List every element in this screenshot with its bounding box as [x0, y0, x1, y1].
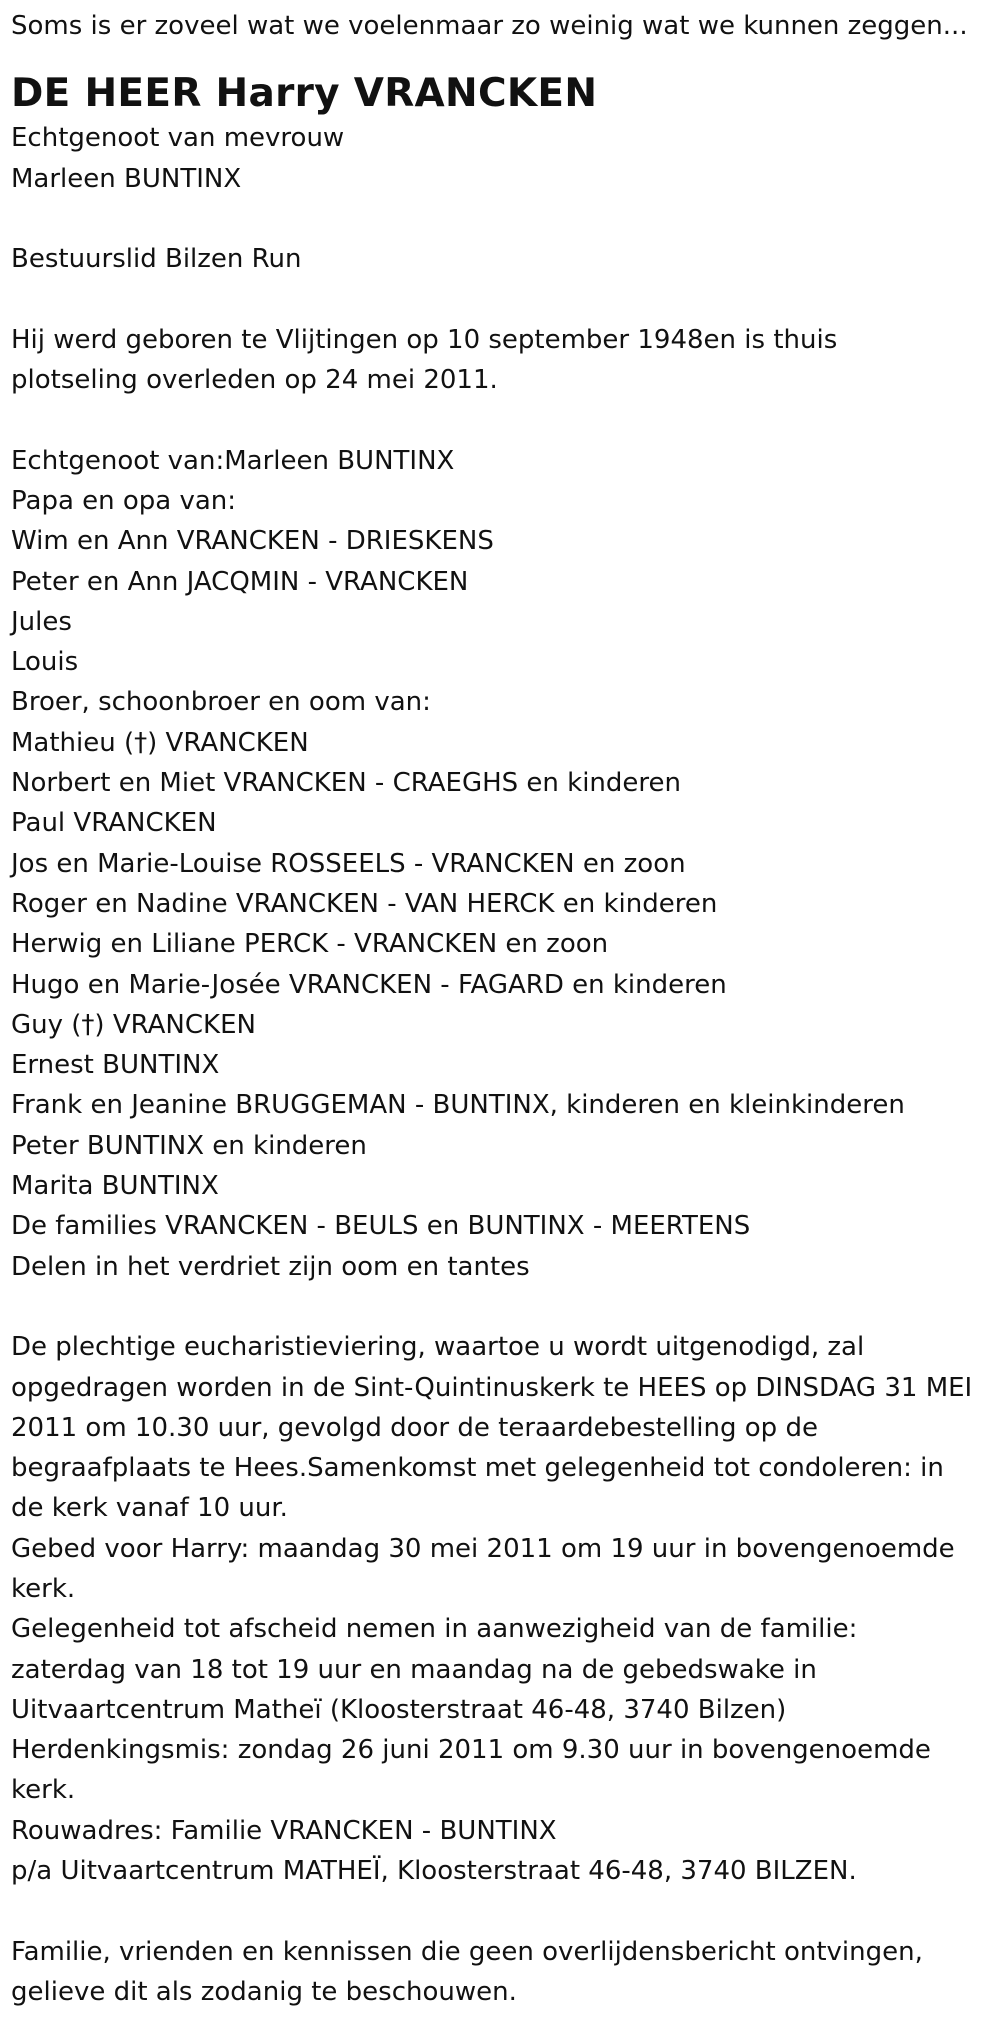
ceremony-line: kerk. [11, 1573, 76, 1604]
spouse-block [11, 118, 989, 199]
family-line: Norbert en Miet VRANCKEN - CRAEGHS en kinderen [11, 768, 682, 799]
birth-line: Hij werd geboren te Vlijtingen op 10 september 1948en is thuis [11, 324, 838, 355]
family-line: Hugo en Marie-Josée VRANCKEN - FAGARD en kinderen [11, 969, 727, 1000]
family-line: Guy (†) VRANCKEN [11, 1009, 256, 1040]
ceremony-block [11, 1327, 989, 1891]
ceremony-line: de kerk vanaf 10 uur. [11, 1493, 288, 1524]
family-line: Frank en Jeanine BRUGGEMAN - BUNTINX, kinderen en kleinkinderen [11, 1090, 905, 1121]
deceased-name: DE HEER Harry VRANCKEN [11, 71, 598, 117]
family-line: Echtgenoot van:Marleen BUNTINX [11, 445, 455, 476]
family-line: Papa en opa van: [11, 485, 237, 516]
family-line: De families VRANCKEN - BEULS en BUNTINX - MEERTENS [11, 1211, 751, 1242]
spacer [11, 1287, 989, 1327]
family-line: Mathieu (†) VRANCKEN [11, 727, 309, 758]
closing-line: Familie, vrienden en kennissen die geen overlijdensbericht ontvingen, [11, 1936, 923, 1967]
ceremony-line: p/a Uitvaartcentrum MATHEÏ, Kloosterstraat 46-48, 3740 BILZEN. [11, 1856, 857, 1887]
ceremony-line: zaterdag van 18 tot 19 uur en maandag na de gebedswake in [11, 1654, 817, 1685]
ceremony-line: Herdenkingsmis: zondag 26 juni 2011 om 9.30 uur in bovengenoemde [11, 1735, 931, 1766]
family-line: Jules [11, 606, 72, 637]
family-list [11, 441, 989, 1287]
closing-block [11, 1932, 989, 2013]
family-line: Herwig en Liliane PERCK - VRANCKEN en zoon [11, 929, 609, 960]
spacer [11, 400, 989, 440]
intro-quote: Soms is er zoveel wat we voelenmaar zo weinig wat we kunnen zeggen... [11, 11, 968, 41]
ceremony-line: Gelegenheid tot afscheid nemen in aanwezigheid van de familie: [11, 1614, 858, 1645]
family-line: Louis [11, 647, 79, 678]
ceremony-line: De plechtige eucharistieviering, waartoe u wordt uitgenodigd, zal [11, 1332, 865, 1363]
ceremony-line: 2011 om 10.30 uur, gevolgd door de teraardebestelling op de [11, 1412, 818, 1443]
family-line: Jos en Marie-Louise ROSSEELS - VRANCKEN en zoon [11, 848, 686, 879]
spouse-line: Echtgenoot van mevrouw [11, 123, 345, 154]
spacer [11, 279, 989, 319]
family-line: Peter BUNTINX en kinderen [11, 1130, 367, 1161]
ceremony-line: Uitvaartcentrum Matheï (Kloosterstraat 46-48, 3740 Bilzen) [11, 1694, 787, 1725]
family-line: Broer, schoonbroer en oom van: [11, 687, 431, 718]
birth-block [11, 320, 989, 401]
spacer [11, 199, 989, 239]
role-line: Bestuurslid Bilzen Run [11, 244, 302, 275]
spacer [11, 1891, 989, 1931]
ceremony-line: begraafplaats te Hees.Samenkomst met gelegenheid tot condoleren: in [11, 1453, 944, 1484]
closing-line: gelieve dit als zodanig te beschouwen. [11, 1976, 517, 2007]
family-line: Delen in het verdriet zijn oom en tantes [11, 1251, 530, 1282]
ceremony-line: kerk. [11, 1775, 76, 1806]
family-line: Ernest BUNTINX [11, 1050, 220, 1081]
ceremony-line: Rouwadres: Familie VRANCKEN - BUNTINX [11, 1815, 557, 1846]
ceremony-line: Gebed voor Harry: maandag 30 mei 2011 om 19 uur in bovengenoemde [11, 1533, 955, 1564]
family-line: Roger en Nadine VRANCKEN - VAN HERCK en kinderen [11, 888, 718, 919]
birth-line: plotseling overleden op 24 mei 2011. [11, 365, 498, 396]
family-line: Paul VRANCKEN [11, 808, 217, 839]
family-line: Wim en Ann VRANCKEN - DRIESKENS [11, 526, 494, 557]
family-line: Marita BUNTINX [11, 1171, 219, 1202]
ceremony-line: opgedragen worden in de Sint-Quintinuskerk te HEES op DINSDAG 31 MEI [11, 1372, 973, 1403]
family-line: Peter en Ann JACQMIN - VRANCKEN [11, 566, 469, 597]
spouse-line: Marleen BUNTINX [11, 163, 242, 194]
